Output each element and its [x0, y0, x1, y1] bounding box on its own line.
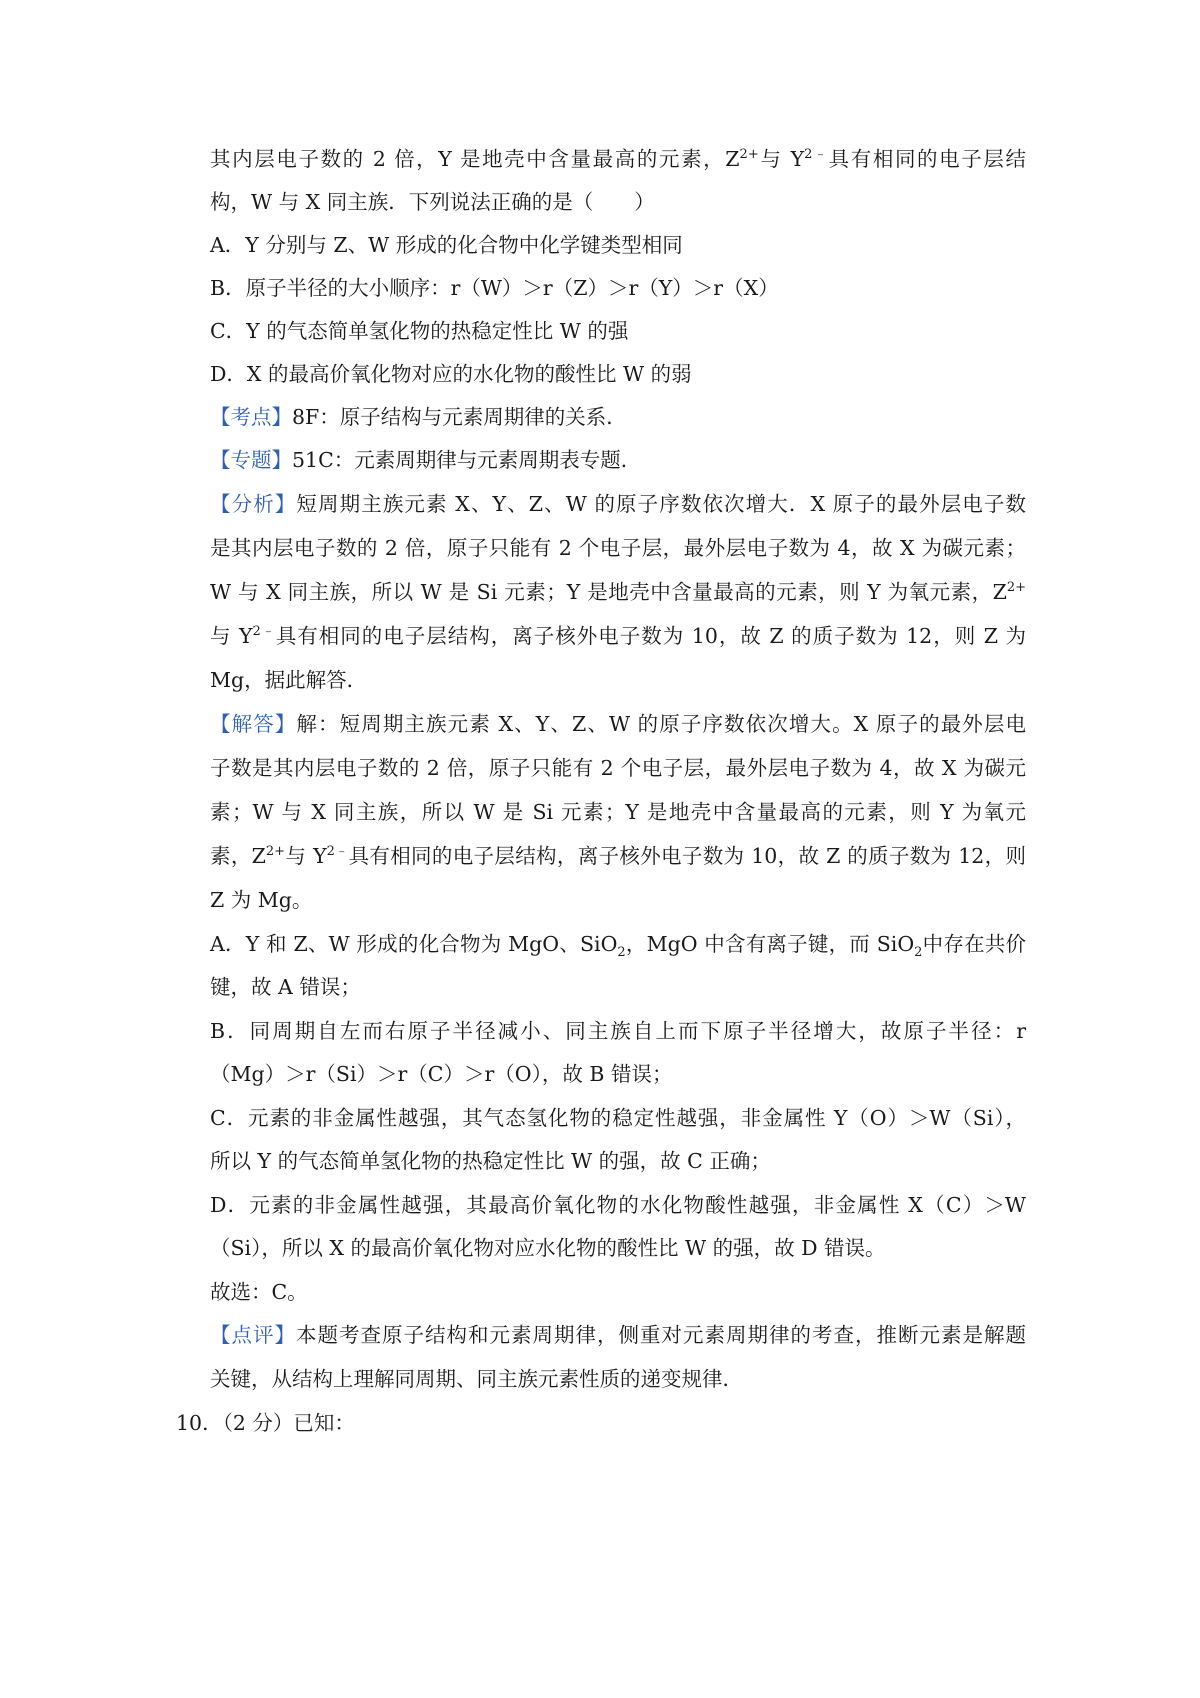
jieda-line-5: Z 为 Mg。 [210, 888, 313, 912]
jieda-option-b-line-2: （Mg）＞r（Si）＞r（C）＞r（O），故 B 错误； [210, 1062, 673, 1086]
option-a: A．Y 分别与 Z、W 形成的化合物中化学键类型相同 [210, 233, 683, 257]
option-c: C．Y 的气态简单氢化物的热稳定性比 W 的强 [210, 319, 629, 343]
jieda-option-a-line-1: A．Y 和 Z、W 形成的化合物为 MgO、SiO$_2$，MgO 中含有离子键，而 SiO$_2$中存在共价 [210, 932, 1027, 961]
fenxi-line-5: Mg，据此解答． [210, 668, 368, 692]
jieda-option-c-line-1: C．元素的非金属性越强，其气态氢化物的稳定性越强，非金属性 Y（O）＞W（Si）， [210, 1106, 1026, 1130]
dianping-tag: 【点评】 [210, 1323, 296, 1347]
dianping-line-2: 关键，从结构上理解同周期、同主族元素性质的递变规律． [210, 1367, 743, 1391]
question-stem-line-2: 构，W 与 X 同主族．下列说法正确的是（ ） [210, 190, 655, 214]
jieda-option-a-line-2: 键，故 A 错误； [210, 975, 361, 999]
option-b: B．原子半径的大小顺序：r（W）＞r（Z）＞r（Y）＞r（X） [210, 276, 779, 300]
dianping-line-1: 【点评】本题考查原子结构和元素周期律，侧重对元素周期律的考查，推断元素是解题 [210, 1323, 1026, 1347]
zhuanti-line: 【专题】51C：元素周期律与元素周期表专题． [210, 448, 642, 472]
question-stem-line-1: 其内层电子数的 2 倍，Y 是地壳中含量最高的元素，$Z^{2+}$与 $Y^{2﹣}$具有相同的电子层结 [210, 147, 1026, 171]
zhuanti-tag: 【专题】 [210, 448, 292, 472]
kaodian-line: 【考点】8F：原子结构与元素周期律的关系． [210, 405, 627, 429]
option-d: D．X 的最高价氧化物对应的水化物的酸性比 W 的弱 [210, 362, 692, 386]
next-question-heading: 10．（2 分）已知： [176, 1411, 355, 1435]
jieda-option-d-line-2: （Si），所以 X 的最高价氧化物对应水化物的酸性比 W 的强，故 D 错误。 [210, 1236, 886, 1260]
jieda-line-4: 素，$Z^{2+}$与 $Y^{2﹣}$具有相同的电子层结构，离子核外电子数为 10，故 Z 的质子数为 12，则 [210, 844, 1026, 868]
kaodian-tag: 【考点】 [210, 405, 292, 429]
jieda-tag: 【解答】 [210, 712, 297, 736]
fenxi-line-3: W 与 X 同主族，所以 W 是 Si 元素；Y 是地壳中含量最高的元素，则 Y 为氧元素，$Z^{2+}$ [210, 580, 1026, 604]
jieda-choice: 故选：C。 [210, 1280, 308, 1304]
jieda-line-2: 子数是其内层电子数的 2 倍，原子只能有 2 个电子层，最外层电子数为 4，故 X 为碳元 [210, 756, 1026, 780]
jieda-option-b-line-1: B．同周期自左而右原子半径减小、同主族自上而下原子半径增大，故原子半径：r [210, 1019, 1026, 1043]
jieda-option-d-line-1: D．元素的非金属性越强，其最高价氧化物的水化物酸性越强，非金属性 X（C）＞W [210, 1193, 1026, 1217]
fenxi-line-2: 是其内层电子数的 2 倍，原子只能有 2 个电子层，最外层电子数为 4，故 X 为碳元素； [210, 536, 1026, 560]
jieda-line-1: 【解答】解：短周期主族元素 X、Y、Z、W 的原子序数依次增大。X 原子的最外层电 [210, 712, 1027, 736]
fenxi-tag: 【分析】 [210, 492, 297, 516]
fenxi-line-1: 【分析】短周期主族元素 X、Y、Z、W 的原子序数依次增大．X 原子的最外层电子数 [210, 492, 1027, 516]
fenxi-line-4: 与 $Y^{2﹣}$具有相同的电子层结构，离子核外电子数为 10，故 Z 的质子数为 12，则 Z 为 [210, 624, 1026, 648]
jieda-option-c-line-2: 所以 Y 的气态简单氢化物的热稳定性比 W 的强，故 C 正确； [210, 1149, 771, 1173]
jieda-line-3: 素；W 与 X 同主族，所以 W 是 Si 元素；Y 是地壳中含量最高的元素，则 Y 为氧元 [210, 800, 1026, 824]
